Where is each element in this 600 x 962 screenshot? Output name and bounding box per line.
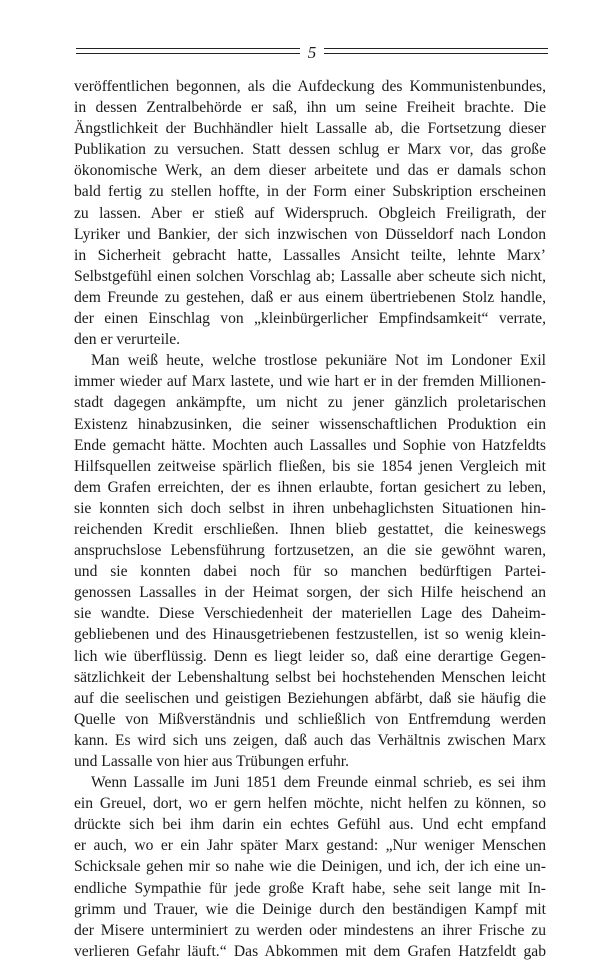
text-line: sie konnten sich doch selbst in ihren unbehaglichsten Situationen hin- (74, 499, 546, 517)
text-line: verlieren Gefahr läuft.“ Das Abkommen mit dem Grafen Hatzfeldt gab (74, 942, 546, 960)
header-rule-right (324, 48, 548, 54)
text-line: gebliebenen und des Hinausgetriebenen festzustellen, ist so wenig klein- (74, 626, 546, 644)
text-line: anspruchslose Lebensführung fortzusetzen, an die sie gewöhnt waren, (74, 542, 546, 560)
text-line: er auch, wo er ein Jahr später Marx gestand: „Nur weniger Menschen (74, 837, 546, 855)
text-line: Selbstgefühl einen solchen Vorschlag ab; Lassalle aber scheute sich nicht, (74, 267, 546, 285)
text-line: ökonomische Werk, an dem dieser arbeitete und das er damals schon (74, 162, 546, 180)
text-line: Ängstlichkeit der Buchhändler hielt Lassalle ab, die Fortsetzung dieser (74, 120, 546, 138)
text-line: Ende gemacht hätte. Mochten auch Lassalles und Sophie von Hatzfeldts (74, 436, 546, 454)
text-line: Lyriker und Bankier, der sich inzwischen von Düsseldorf nach London (74, 225, 546, 243)
text-line: Man weiß heute, welche trostlose pekuniäre Not im Londoner Exil (91, 352, 546, 370)
text-line: lich wie überflüssig. Denn es liegt leider so, daß eine derartige Gegen- (74, 647, 546, 665)
text-line: ein Greuel, dort, wo er gern helfen möchte, nicht helfen zu können, so (74, 795, 546, 813)
text-line: den er verurteile. (74, 331, 181, 349)
text-line: kann. Es wird sich uns zeigen, daß auch das Verhältnis zwischen Marx (74, 731, 546, 749)
text-line: genossen Lassalles in der Heimat sorgen, der sich Hilfe heischend an (74, 584, 546, 602)
body-text (74, 76, 546, 962)
text-line: der einen Einschlag von „kleinbürgerlicher Empfindsamkeit“ verrate, (74, 310, 546, 328)
text-line: Quelle von Mißverständnis und schließlich von Entfremdung werden (74, 710, 546, 728)
text-line: grimm und Trauer, wie die Deinige durch den beständigen Kampf mit (74, 900, 546, 918)
text-line: endliche Sympathie für jede große Kraft habe, sehe seit lange mit In- (74, 879, 546, 897)
text-line: bald fertig zu stellen hoffte, in der Form einer Subskription erscheinen (74, 183, 546, 201)
text-line: der Misere unterminiert zu werden oder mindestens an ihrer Frische zu (74, 921, 546, 939)
header-rule-left (76, 48, 300, 54)
text-line: in Sicherheit gebracht hatte, Lassalles Ansicht teilte, lehnte Marx’ (74, 246, 546, 264)
page-header (76, 43, 548, 62)
text-line: Hilfsquellen zeitweise spärlich fließen, bis sie 1854 jenen Vergleich mit (74, 457, 546, 475)
text-line: in dessen Zentralbehörde er saß, ihn um seine Freiheit brachte. Die (74, 99, 546, 117)
text-line: dem Grafen erreichten, der es ihnen erlaubte, fortan gesichert zu leben, (74, 478, 546, 496)
text-line: drückte sich bei ihm darin ein echtes Gefühl aus. Und echt empfand (74, 816, 546, 834)
text-line: und sie konnten dabei noch für so manchen bedürftigen Partei- (74, 563, 546, 581)
text-line: auf die seelischen und geistigen Beziehungen abfärbt, daß sie häufig die (74, 689, 546, 707)
text-line: reichenden Kredit erschließen. Ihnen blieb gestattet, die keineswegs (74, 520, 546, 538)
text-line: Publikation zu versuchen. Statt dessen schlug er Marx vor, das große (74, 141, 546, 159)
text-line: Schicksale gehen mir so nahe wie die Deinigen, und ich, der ich eine un- (74, 858, 546, 876)
text-line: Existenz hinabzusinken, die seiner wissenschaftlichen Produktion ein (74, 415, 546, 433)
text-line: sie wandte. Diese Verschiedenheit der materiellen Lage des Daheim- (74, 605, 546, 623)
text-line: immer wieder auf Marx lastete, und wie hart er in der fremden Millionen- (74, 373, 546, 391)
text-line: veröffentlichen begonnen, als die Aufdeckung des Kommunistenbundes, (74, 78, 546, 95)
text-line: sätzlichkeit der Lebenshaltung selbst bei hochstehenden Menschen leicht (74, 668, 546, 686)
paragraph (74, 350, 546, 772)
text-line: Wenn Lassalle im Juni 1851 dem Freunde einmal schrieb, es sei ihm (91, 774, 546, 792)
paragraph (74, 76, 546, 350)
paragraph (74, 772, 546, 962)
text-line: stadt dagegen ankämpfte, um nicht zu jener gänzlich proletarischen (74, 394, 546, 412)
text-line: zu lassen. Aber er stieß auf Widerspruch. Obgleich Freiligrath, der (74, 204, 546, 222)
text-line: dem Freunde zu gestehen, daß er aus einem übertriebenen Stolz handle, (74, 288, 546, 306)
text-line: und Lassalle von hier aus Trübungen erfuhr. (74, 753, 350, 770)
page-number: 5 (307, 43, 317, 62)
